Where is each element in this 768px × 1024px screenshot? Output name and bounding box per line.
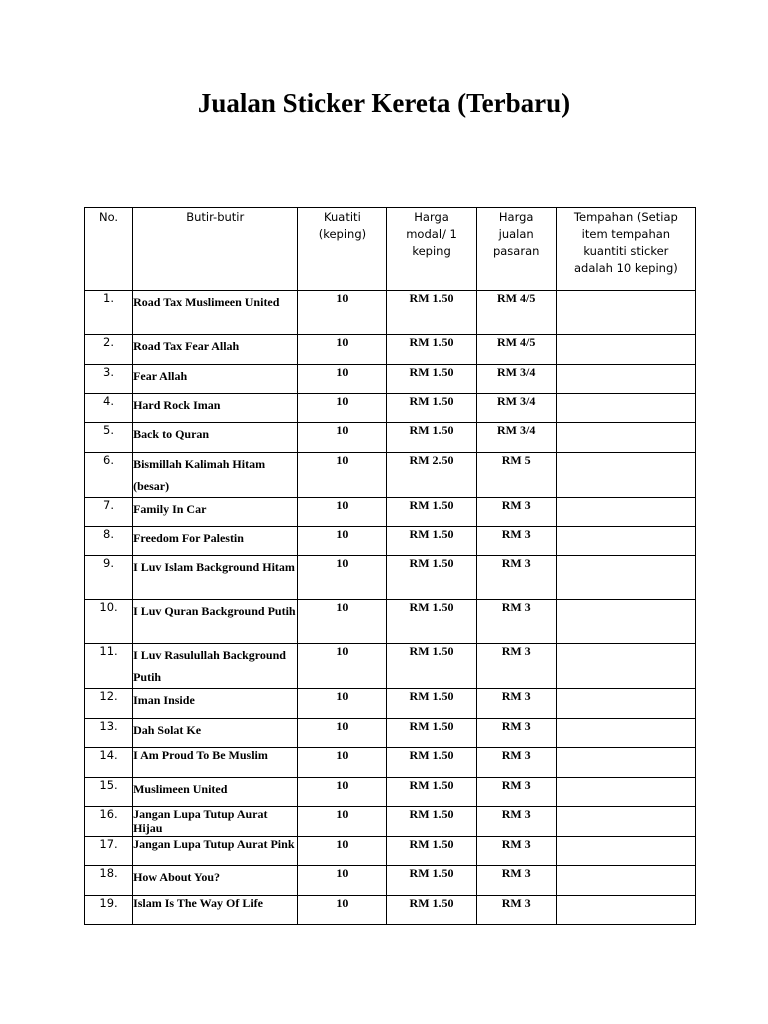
row-qty: 10 xyxy=(298,423,387,453)
row-qty: 10 xyxy=(298,498,387,527)
row-market-price: RM 3 xyxy=(476,600,556,644)
row-item: Iman Inside xyxy=(133,689,298,719)
row-order-cell[interactable] xyxy=(556,807,695,837)
header-qty: Kuatiti (keping) xyxy=(298,208,387,291)
row-modal-price: RM 1.50 xyxy=(387,291,476,335)
row-qty: 10 xyxy=(298,866,387,896)
row-order-cell[interactable] xyxy=(556,837,695,866)
row-order-cell[interactable] xyxy=(556,556,695,600)
table-row xyxy=(85,335,696,365)
table-row xyxy=(85,719,696,748)
row-market-price: RM 3 xyxy=(476,896,556,925)
row-modal-price: RM 1.50 xyxy=(387,896,476,925)
row-market-price: RM 3/4 xyxy=(476,365,556,394)
table-row xyxy=(85,291,696,335)
row-market-price: RM 3 xyxy=(476,498,556,527)
row-modal-price: RM 1.50 xyxy=(387,498,476,527)
row-order-cell[interactable] xyxy=(556,527,695,556)
row-qty: 10 xyxy=(298,453,387,498)
table-row xyxy=(85,837,696,866)
row-item: Hard Rock Iman xyxy=(133,394,298,423)
table-header-row xyxy=(85,208,696,291)
row-number: 2. xyxy=(85,335,133,365)
row-market-price: RM 3 xyxy=(476,748,556,778)
row-qty: 10 xyxy=(298,556,387,600)
row-modal-price: RM 1.50 xyxy=(387,365,476,394)
row-modal-price: RM 1.50 xyxy=(387,335,476,365)
table-row xyxy=(85,689,696,719)
page-title: Jualan Sticker Kereta (Terbaru) xyxy=(197,88,571,118)
row-market-price: RM 3 xyxy=(476,837,556,866)
row-order-cell[interactable] xyxy=(556,498,695,527)
row-order-cell[interactable] xyxy=(556,600,695,644)
row-market-price: RM 5 xyxy=(476,453,556,498)
header-jualan: Harga jualan pasaran xyxy=(476,208,556,291)
row-modal-price: RM 1.50 xyxy=(387,644,476,689)
table-row xyxy=(85,600,696,644)
row-order-cell[interactable] xyxy=(556,291,695,335)
row-qty: 10 xyxy=(298,291,387,335)
row-item: Family In Car xyxy=(133,498,298,527)
row-number: 1. xyxy=(85,291,133,335)
table-row xyxy=(85,896,696,925)
row-market-price: RM 3 xyxy=(476,527,556,556)
row-qty: 10 xyxy=(298,896,387,925)
row-item: How About You? xyxy=(133,866,298,896)
row-item: Fear Allah xyxy=(133,365,298,394)
table-row xyxy=(85,807,696,837)
row-modal-price: RM 1.50 xyxy=(387,556,476,600)
row-order-cell[interactable] xyxy=(556,719,695,748)
row-item: I Luv Islam Background Hitam xyxy=(133,556,298,600)
row-order-cell[interactable] xyxy=(556,365,695,394)
row-market-price: RM 3 xyxy=(476,866,556,896)
row-modal-price: RM 1.50 xyxy=(387,748,476,778)
table-row xyxy=(85,748,696,778)
row-modal-price: RM 1.50 xyxy=(387,866,476,896)
row-modal-price: RM 1.50 xyxy=(387,807,476,837)
row-qty: 10 xyxy=(298,365,387,394)
row-qty: 10 xyxy=(298,748,387,778)
row-order-cell[interactable] xyxy=(556,453,695,498)
row-modal-price: RM 1.50 xyxy=(387,837,476,866)
row-number: 8. xyxy=(85,527,133,556)
table-row xyxy=(85,365,696,394)
row-qty: 10 xyxy=(298,837,387,866)
row-number: 10. xyxy=(85,600,133,644)
row-modal-price: RM 1.50 xyxy=(387,719,476,748)
row-market-price: RM 4/5 xyxy=(476,335,556,365)
row-number: 17. xyxy=(85,837,133,866)
row-order-cell[interactable] xyxy=(556,778,695,807)
row-item: Dah Solat Ke xyxy=(133,719,298,748)
row-market-price: RM 3 xyxy=(476,644,556,689)
sticker-table xyxy=(84,207,696,925)
row-number: 5. xyxy=(85,423,133,453)
header-item: Butir-butir xyxy=(133,208,298,291)
row-qty: 10 xyxy=(298,527,387,556)
row-item: Muslimeen United xyxy=(133,778,298,807)
row-number: 14. xyxy=(85,748,133,778)
row-market-price: RM 3 xyxy=(476,778,556,807)
row-modal-price: RM 1.50 xyxy=(387,778,476,807)
row-order-cell[interactable] xyxy=(556,423,695,453)
row-modal-price: RM 1.50 xyxy=(387,689,476,719)
table-row xyxy=(85,866,696,896)
row-number: 15. xyxy=(85,778,133,807)
table-row xyxy=(85,394,696,423)
row-number: 12. xyxy=(85,689,133,719)
row-order-cell[interactable] xyxy=(556,644,695,689)
row-qty: 10 xyxy=(298,807,387,837)
row-qty: 10 xyxy=(298,600,387,644)
header-modal: Harga modal/ 1 keping xyxy=(387,208,476,291)
row-market-price: RM 3 xyxy=(476,807,556,837)
row-number: 16. xyxy=(85,807,133,837)
row-qty: 10 xyxy=(298,394,387,423)
row-item: Freedom For Palestin xyxy=(133,527,298,556)
row-qty: 10 xyxy=(298,778,387,807)
table-row xyxy=(85,498,696,527)
row-qty: 10 xyxy=(298,689,387,719)
table-row xyxy=(85,453,696,498)
table-row xyxy=(85,527,696,556)
row-number: 11. xyxy=(85,644,133,689)
row-market-price: RM 3 xyxy=(476,556,556,600)
row-item: Back to Quran xyxy=(133,423,298,453)
row-item: I Am Proud To Be Muslim xyxy=(133,748,298,778)
row-market-price: RM 3/4 xyxy=(476,423,556,453)
header-tempahan: Tempahan (Setiap item tempahan kuantiti sticker adalah 10 keping) xyxy=(556,208,695,291)
header-no: No. xyxy=(85,208,133,291)
row-market-price: RM 3 xyxy=(476,689,556,719)
table-row xyxy=(85,778,696,807)
row-number: 7. xyxy=(85,498,133,527)
row-number: 19. xyxy=(85,896,133,925)
row-item: I Luv Rasulullah Background Putih xyxy=(133,644,298,689)
row-number: 9. xyxy=(85,556,133,600)
row-modal-price: RM 1.50 xyxy=(387,527,476,556)
table-row xyxy=(85,644,696,689)
row-item: Islam Is The Way Of Life xyxy=(133,896,298,925)
row-market-price: RM 4/5 xyxy=(476,291,556,335)
row-item: Road Tax Muslimeen United xyxy=(133,291,298,335)
row-number: 18. xyxy=(85,866,133,896)
row-order-cell[interactable] xyxy=(556,689,695,719)
row-modal-price: RM 2.50 xyxy=(387,453,476,498)
row-order-cell[interactable] xyxy=(556,748,695,778)
row-order-cell[interactable] xyxy=(556,394,695,423)
row-item: Jangan Lupa Tutup Aurat Hijau xyxy=(133,807,298,837)
row-number: 3. xyxy=(85,365,133,394)
row-order-cell[interactable] xyxy=(556,335,695,365)
row-market-price: RM 3 xyxy=(476,719,556,748)
row-modal-price: RM 1.50 xyxy=(387,600,476,644)
row-qty: 10 xyxy=(298,644,387,689)
row-item: I Luv Quran Background Putih xyxy=(133,600,298,644)
row-item: Jangan Lupa Tutup Aurat Pink xyxy=(133,837,298,866)
row-order-cell[interactable] xyxy=(556,896,695,925)
row-number: 4. xyxy=(85,394,133,423)
row-modal-price: RM 1.50 xyxy=(387,423,476,453)
row-number: 13. xyxy=(85,719,133,748)
row-market-price: RM 3/4 xyxy=(476,394,556,423)
row-number: 6. xyxy=(85,453,133,498)
row-item: Road Tax Fear Allah xyxy=(133,335,298,365)
row-qty: 10 xyxy=(298,335,387,365)
row-item: Bismillah Kalimah Hitam (besar) xyxy=(133,453,298,498)
table-row xyxy=(85,423,696,453)
row-qty: 10 xyxy=(298,719,387,748)
table-row xyxy=(85,556,696,600)
row-order-cell[interactable] xyxy=(556,866,695,896)
row-modal-price: RM 1.50 xyxy=(387,394,476,423)
